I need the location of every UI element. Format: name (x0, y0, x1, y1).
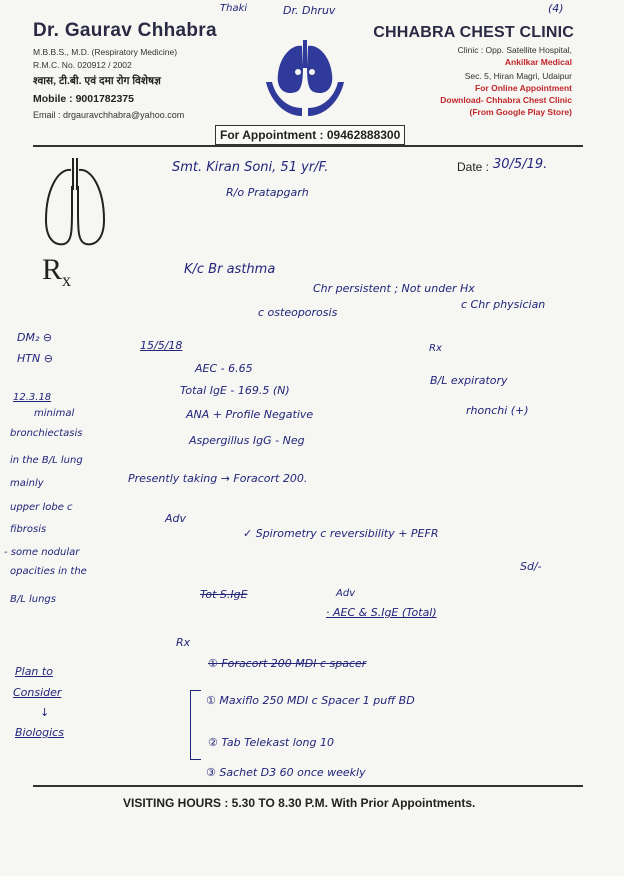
hw-top-3: (4) (548, 2, 564, 15)
clinic-address-2: Ankilkar Medical (504, 57, 572, 67)
hw-complaint-1: Chr persistent ; Not under Hx (313, 282, 475, 295)
date-label: Date : (457, 160, 490, 174)
hw-presently-taking: Presently taking → Foracort 200. (128, 472, 308, 485)
hw-bl-expiratory: B/L expiratory (430, 374, 508, 387)
hw-left-date: 12.3.18 (13, 392, 52, 403)
hw-patient: Smt. Kiran Soni, 51 yr/F. (172, 160, 329, 175)
hw-left-8: opacities in the (10, 566, 87, 577)
rmc-number: R.M.C. No. 020912 / 2002 (33, 60, 132, 70)
header-divider (33, 145, 583, 147)
hw-date-value: 30/5/19. (493, 157, 548, 172)
hw-left-4: mainly (10, 478, 44, 489)
hw-left-5: upper lobe c (10, 502, 73, 513)
online-appointment: For Online Appointment (475, 83, 572, 93)
doctor-name: Dr. Gaurav Chhabra (33, 20, 217, 41)
hw-known-case: K/c Br asthma (184, 262, 276, 277)
hw-aec: AEC - 6.65 (195, 362, 253, 375)
hw-top-2: Dr. Dhruv (283, 4, 336, 17)
play-store: (From Google Play Store) (469, 107, 572, 117)
hw-left-2: bronchiectasis (10, 428, 83, 439)
hw-complaint-2: c osteoporosis (258, 306, 338, 319)
hw-plan-1: Plan to (15, 665, 53, 678)
hw-advice-2: Adv (336, 588, 356, 599)
clinic-name: CHHABRA CHEST CLINIC (373, 24, 574, 41)
mobile-number: Mobile : 9001782375 (33, 93, 134, 105)
hw-top-1: Thaki (220, 3, 248, 14)
hw-struck-sige: Tot S.IgE (200, 588, 248, 601)
rx-symbol: $R_x$ (42, 253, 72, 290)
hw-dm: DM₂ ⊖ (17, 331, 53, 344)
hw-complaint-3: c Chr physician (461, 298, 546, 311)
clinic-address-1: Clinic : Opp. Satellite Hospital, (457, 45, 572, 55)
hindi-specialty: श्वास, टी.बी. एवं दमा रोग विशेषज्ञ (33, 75, 161, 87)
hw-med-maxiflo: ① Maxiflo 250 MDI c Spacer 1 puff BD (206, 694, 415, 707)
lungs-hands-logo-icon (262, 36, 348, 120)
hw-ige: Total IgE - 169.5 (N) (180, 384, 290, 397)
download-app: Download- Chhabra Chest Clinic (440, 95, 572, 105)
email-address: Email : drgauravchhabra@yahoo.com (33, 110, 185, 120)
doctor-degrees: M.B.B.S., M.D. (Respiratory Medicine) (33, 47, 178, 57)
footer-divider (33, 785, 583, 787)
hw-spirometry: ✓ Spirometry c reversibility + PEFR (243, 527, 439, 540)
hw-advice-1: Adv (165, 512, 187, 525)
hw-residence: R/o Pratapgarh (226, 186, 309, 199)
hw-left-6: fibrosis (10, 524, 47, 535)
hw-plan-2: Consider (13, 686, 62, 699)
medication-bracket (190, 690, 201, 760)
hw-date-2: 15/5/18 (140, 339, 183, 352)
hw-med-sachet: ③ Sachet D3 60 once weekly (206, 766, 366, 779)
hw-left-1: minimal (34, 408, 75, 419)
hw-aspergillus: Aspergillus IgG - Neg (189, 434, 305, 447)
hw-plan-3: ↓ (40, 706, 50, 719)
hw-plan-4: Biologics (15, 726, 64, 739)
clinic-address-3: Sec. 5, Hiran Magri, Udaipur (464, 71, 572, 81)
hw-rhonchi: rhonchi (+) (466, 404, 529, 417)
hw-htn: HTN ⊖ (17, 352, 53, 365)
lungs-outline-icon (40, 150, 110, 250)
appointment-box: For Appointment : 09462888300 (215, 125, 405, 145)
visiting-hours: VISITING HOURS : 5.30 TO 8.30 P.M. With Prior Appointments. (123, 796, 476, 810)
hw-ana: ANA + Profile Negative (186, 408, 314, 421)
hw-left-9: B/L lungs (10, 594, 56, 605)
hw-left-3: in the B/L lung (10, 455, 83, 466)
hw-aec-sige: · AEC & S.IgE (Total) (326, 606, 437, 619)
hw-left-7: - some nodular (4, 547, 80, 558)
hw-rx-small: Rx (429, 343, 442, 354)
hw-med-struck: ① Foracort 200 MDI c spacer (208, 657, 367, 670)
hw-rx-2: Rx (176, 636, 191, 649)
hw-signature: Sd/- (520, 560, 542, 573)
hw-med-telekast: ② Tab Telekast long 10 (208, 736, 334, 749)
